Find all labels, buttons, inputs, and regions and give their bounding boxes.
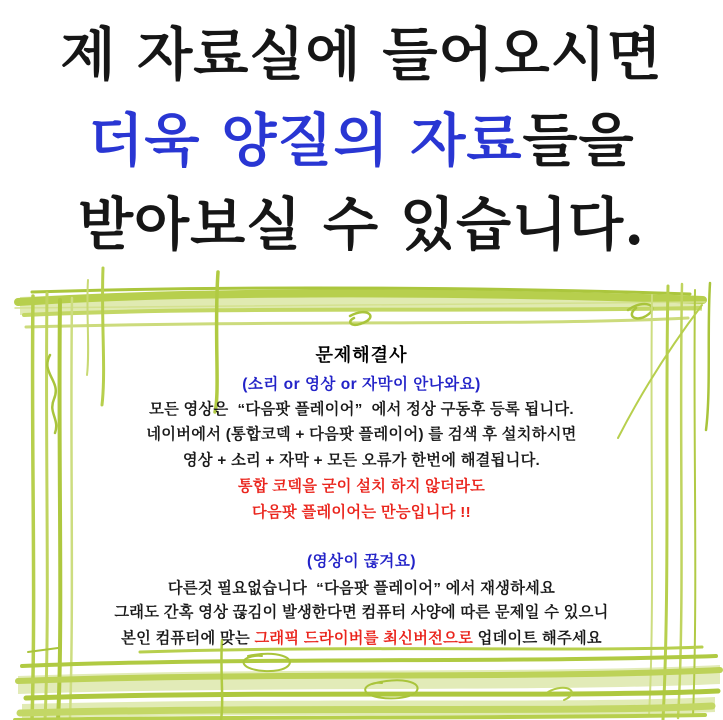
stutter-line-3-red-text: 그래픽 드라이버를 최신버전으로 [254, 630, 474, 647]
header-line-2 [0, 107, 723, 174]
header-line-2-black-text: 들을 [522, 107, 635, 174]
audio-section-line-2: 네이버에서 (통합코덱 + 다음팟 플레이어) 를 검색 후 설치하시면 [146, 426, 577, 443]
audio-section-red-line-1: 통합 코덱을 굳이 설치 하지 않더라도 [237, 478, 486, 495]
header-line-1: 제 자료실에 들어오시면 [60, 21, 663, 88]
stutter-line-3-prefix: 본인 컴퓨터에 맞는 [121, 630, 255, 647]
stutter-section-line-2: 그래도 간혹 영상 끊김이 발생한다면 컴퓨터 사양에 따른 문제일 수 있으니 [114, 604, 609, 621]
audio-section-red-line-2: 다음팟 플레이어는 만능입니다 !! [252, 504, 471, 521]
stutter-line-3-suffix: 업데이트 해주세요 [473, 630, 602, 647]
header-line-3: 받아보실 수 있습니다. [77, 191, 646, 258]
stutter-section-heading: (영상이 끊겨요) [307, 553, 416, 570]
header-line-2-blue-text: 더욱 양질의 자료 [88, 107, 523, 174]
notice-title: 문제해결사 [315, 345, 408, 365]
audio-section-line-3: 영상 + 소리 + 자막 + 모든 오류가 한번에 해결됩니다. [182, 452, 541, 469]
audio-section-line-1: 모든 영상은 “다음팟 플레이어” 에서 정상 구동후 등록 됩니다. [149, 401, 574, 418]
audio-section-heading: (소리 or 영상 or 자막이 안나와요) [242, 376, 481, 393]
stutter-section-line-3 [0, 627, 723, 648]
stutter-section-line-1: 다른것 필요없습니다 “다음팟 플레이어” 에서 재생하세요 [167, 580, 556, 597]
